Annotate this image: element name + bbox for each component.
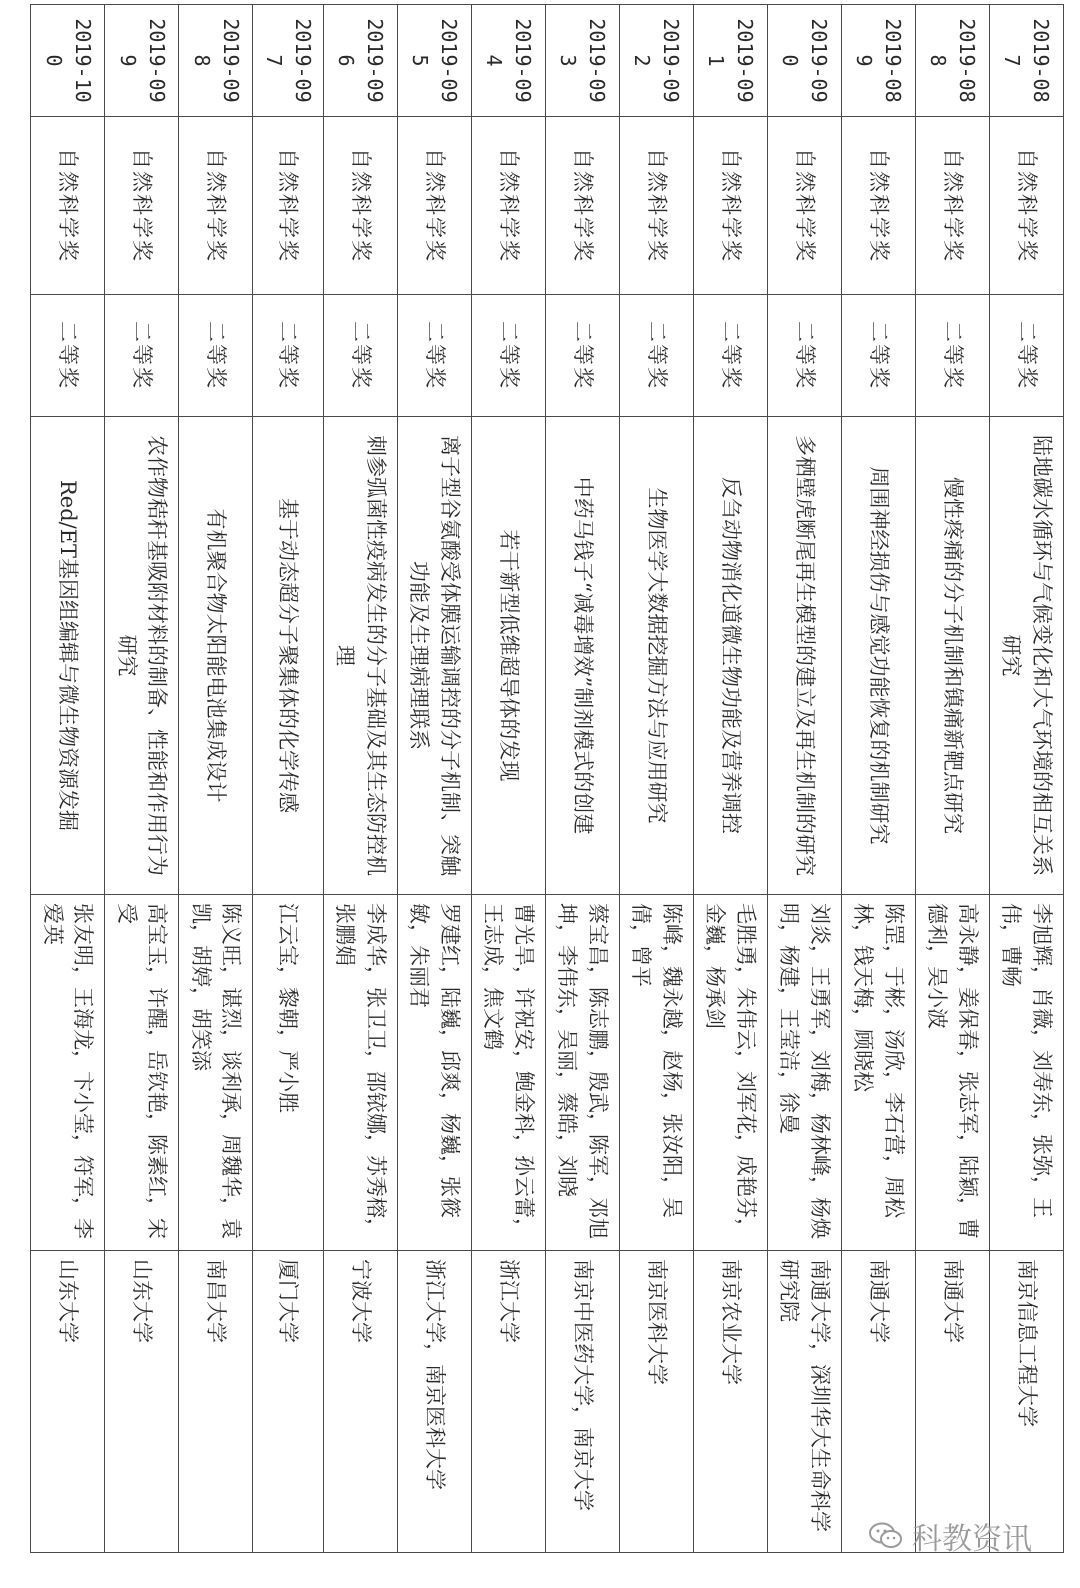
cell-award-type: 自然科学奖 bbox=[324, 117, 398, 295]
cell-award-type: 自然科学奖 bbox=[105, 117, 179, 295]
cell-names: 曹光旱，许祝安，鲍金科，孙云蕾，王志成，焦文鹤 bbox=[472, 895, 546, 1251]
cell-award-type: 自然科学奖 bbox=[694, 117, 768, 295]
cell-project-title: 基于动态超分子聚集体的化学传感 bbox=[253, 417, 324, 895]
cell-award-level: 二等奖 bbox=[916, 295, 990, 417]
cell-award-type: 自然科学奖 bbox=[472, 117, 546, 295]
cell-institution: 南京中医药大学，南京大学 bbox=[546, 1251, 620, 1553]
cell-id: 2019-094 bbox=[472, 5, 546, 117]
table-row bbox=[31, 5, 105, 1553]
cell-id: 2019-095 bbox=[398, 5, 472, 117]
cell-institution: 山东大学 bbox=[105, 1251, 179, 1553]
cell-award-type: 自然科学奖 bbox=[546, 117, 620, 295]
table-row bbox=[398, 5, 472, 1553]
cell-id: 2019-091 bbox=[694, 5, 768, 117]
cell-award-level: 二等奖 bbox=[768, 295, 842, 417]
cell-institution: 南通大学，深圳华大生命科学研究院 bbox=[768, 1251, 842, 1553]
table-row bbox=[916, 5, 990, 1553]
cell-award-type: 自然科学奖 bbox=[916, 117, 990, 295]
cell-institution: 南通大学 bbox=[916, 1251, 990, 1553]
cell-project-title: 生物医学大数据挖掘方法与应用研究 bbox=[620, 417, 694, 895]
cell-institution: 南昌大学 bbox=[179, 1251, 253, 1553]
cell-award-level: 二等奖 bbox=[990, 295, 1064, 417]
cell-names: 毛胜勇，朱伟云，刘军花，成艳芬，金巍，杨承剑 bbox=[694, 895, 768, 1251]
cell-names: 罗建红，陆巍，邱爽，杨巍，张筱敏，朱丽君 bbox=[398, 895, 472, 1251]
cell-project-title: 有机聚合物太阳能电池集成设计 bbox=[179, 417, 253, 895]
table-row bbox=[620, 5, 694, 1553]
cell-award-type: 自然科学奖 bbox=[179, 117, 253, 295]
cell-award-level: 二等奖 bbox=[472, 295, 546, 417]
cell-institution: 浙江大学，南京医科大学 bbox=[398, 1251, 472, 1553]
cell-project-title: 农作物秸秆基吸附材料的制备、性能和作用行为研究 bbox=[105, 417, 179, 895]
cell-id: 2019-092 bbox=[620, 5, 694, 117]
cell-names: 高宝玉，许醒，岳钦艳，陈素红，宋受 bbox=[105, 895, 179, 1251]
cell-institution: 厦门大学 bbox=[253, 1251, 324, 1553]
table-row bbox=[990, 5, 1064, 1553]
cell-award-type: 自然科学奖 bbox=[31, 117, 105, 295]
cell-project-title: 周围神经损伤与感觉功能恢复的机制研究 bbox=[842, 417, 916, 895]
cell-award-type: 自然科学奖 bbox=[398, 117, 472, 295]
cell-institution: 浙江大学 bbox=[472, 1251, 546, 1553]
cell-institution: 南通大学 bbox=[842, 1251, 916, 1553]
cell-id: 2019-098 bbox=[179, 5, 253, 117]
cell-award-type: 自然科学奖 bbox=[253, 117, 324, 295]
cell-institution: 山东大学 bbox=[31, 1251, 105, 1553]
watermark-text: 科教资讯 bbox=[912, 1522, 1032, 1557]
cell-project-title: 陆地碳水循环与气候变化和大气环境的相互关系研究 bbox=[990, 417, 1064, 895]
cell-award-type: 自然科学奖 bbox=[768, 117, 842, 295]
table-row bbox=[253, 5, 324, 1553]
cell-institution: 南京农业大学 bbox=[694, 1251, 768, 1553]
cell-award-type: 自然科学奖 bbox=[620, 117, 694, 295]
cell-institution: 宁波大学 bbox=[324, 1251, 398, 1553]
cell-names: 张友明，王海龙，卞小莹，符军，李爱英 bbox=[31, 895, 105, 1251]
cell-award-level: 二等奖 bbox=[398, 295, 472, 417]
table-row bbox=[546, 5, 620, 1553]
cell-id: 2019-089 bbox=[842, 5, 916, 117]
table-row bbox=[324, 5, 398, 1553]
cell-award-level: 二等奖 bbox=[694, 295, 768, 417]
cell-award-level: 二等奖 bbox=[324, 295, 398, 417]
cell-project-title: 慢性疼痛的分子机制和镇痛新靶点研究 bbox=[916, 417, 990, 895]
cell-names: 刘炎，王勇军，刘梅，杨林峰，杨焕明，杨建，王莹洁，徐曼 bbox=[768, 895, 842, 1251]
cell-id: 2019-099 bbox=[105, 5, 179, 117]
cell-award-type: 自然科学奖 bbox=[990, 117, 1064, 295]
table-row bbox=[472, 5, 546, 1553]
cell-project-title: 中药马钱子“减毒增效”制剂模式的创建 bbox=[546, 417, 620, 895]
table-row bbox=[694, 5, 768, 1553]
cell-award-level: 二等奖 bbox=[179, 295, 253, 417]
cell-names: 高永静，姜保春，张志军，陆颖，曹德利，吴小波 bbox=[916, 895, 990, 1251]
table-row bbox=[842, 5, 916, 1553]
cell-id: 2019-100 bbox=[31, 5, 105, 117]
cell-institution: 南京信息工程大学 bbox=[990, 1251, 1064, 1553]
wechat-icon bbox=[868, 1521, 904, 1551]
cell-names: 陈罡，于彬，汤欣，李石营，周松林，钱天梅，顾晓松 bbox=[842, 895, 916, 1251]
cell-names: 江云宝，黎朝，严小胜 bbox=[253, 895, 324, 1251]
cell-names: 蔡宝昌，陈志鹏，殷武，陈军，邓旭坤，李伟东，吴丽，蔡皓，刘晓 bbox=[546, 895, 620, 1251]
cell-names: 陈峰，魏永越，赵杨，张汝阳，吴倩，曾平 bbox=[620, 895, 694, 1251]
cell-project-title: 离子型谷氨酸受体膜运输调控的分子机制、突触功能及生理病理联系 bbox=[398, 417, 472, 895]
cell-id: 2019-088 bbox=[916, 5, 990, 117]
cell-award-level: 二等奖 bbox=[105, 295, 179, 417]
award-table-sheet bbox=[30, 4, 1080, 1532]
cell-project-title: 若干新型低维超导体的发现 bbox=[472, 417, 546, 895]
table-row bbox=[179, 5, 253, 1553]
cell-award-level: 二等奖 bbox=[253, 295, 324, 417]
cell-names: 陈义旺，谌烈，谈利承，周魏华，袁凯，胡婷，胡笑添 bbox=[179, 895, 253, 1251]
table-row bbox=[105, 5, 179, 1553]
cell-id: 2019-087 bbox=[990, 5, 1064, 117]
cell-project-title: 反刍动物消化道微生物功能及营养调控 bbox=[694, 417, 768, 895]
table-row bbox=[768, 5, 842, 1553]
watermark bbox=[868, 1514, 1032, 1558]
cell-id: 2019-096 bbox=[324, 5, 398, 117]
cell-names: 李旭辉，肖薇，刘寿东，张弥，王伟，曹畅 bbox=[990, 895, 1064, 1251]
cell-award-level: 二等奖 bbox=[620, 295, 694, 417]
cell-names: 李成华，张卫卫，邵铱娜，苏秀榕，张鹏娟 bbox=[324, 895, 398, 1251]
cell-institution: 南京医科大学 bbox=[620, 1251, 694, 1553]
cell-award-type: 自然科学奖 bbox=[842, 117, 916, 295]
cell-project-title: 刺参弧菌性疫病发生的分子基础及其生态防控机理 bbox=[324, 417, 398, 895]
award-table bbox=[30, 4, 1064, 1553]
cell-award-level: 二等奖 bbox=[842, 295, 916, 417]
cell-id: 2019-093 bbox=[546, 5, 620, 117]
cell-project-title: Red/ET基因组编辑与微生物资源发掘 bbox=[31, 417, 105, 895]
cell-award-level: 二等奖 bbox=[31, 295, 105, 417]
cell-id: 2019-097 bbox=[253, 5, 324, 117]
cell-id: 2019-090 bbox=[768, 5, 842, 117]
cell-award-level: 二等奖 bbox=[546, 295, 620, 417]
cell-project-title: 多栖壁虎断尾再生模型的建立及再生机制的研究 bbox=[768, 417, 842, 895]
